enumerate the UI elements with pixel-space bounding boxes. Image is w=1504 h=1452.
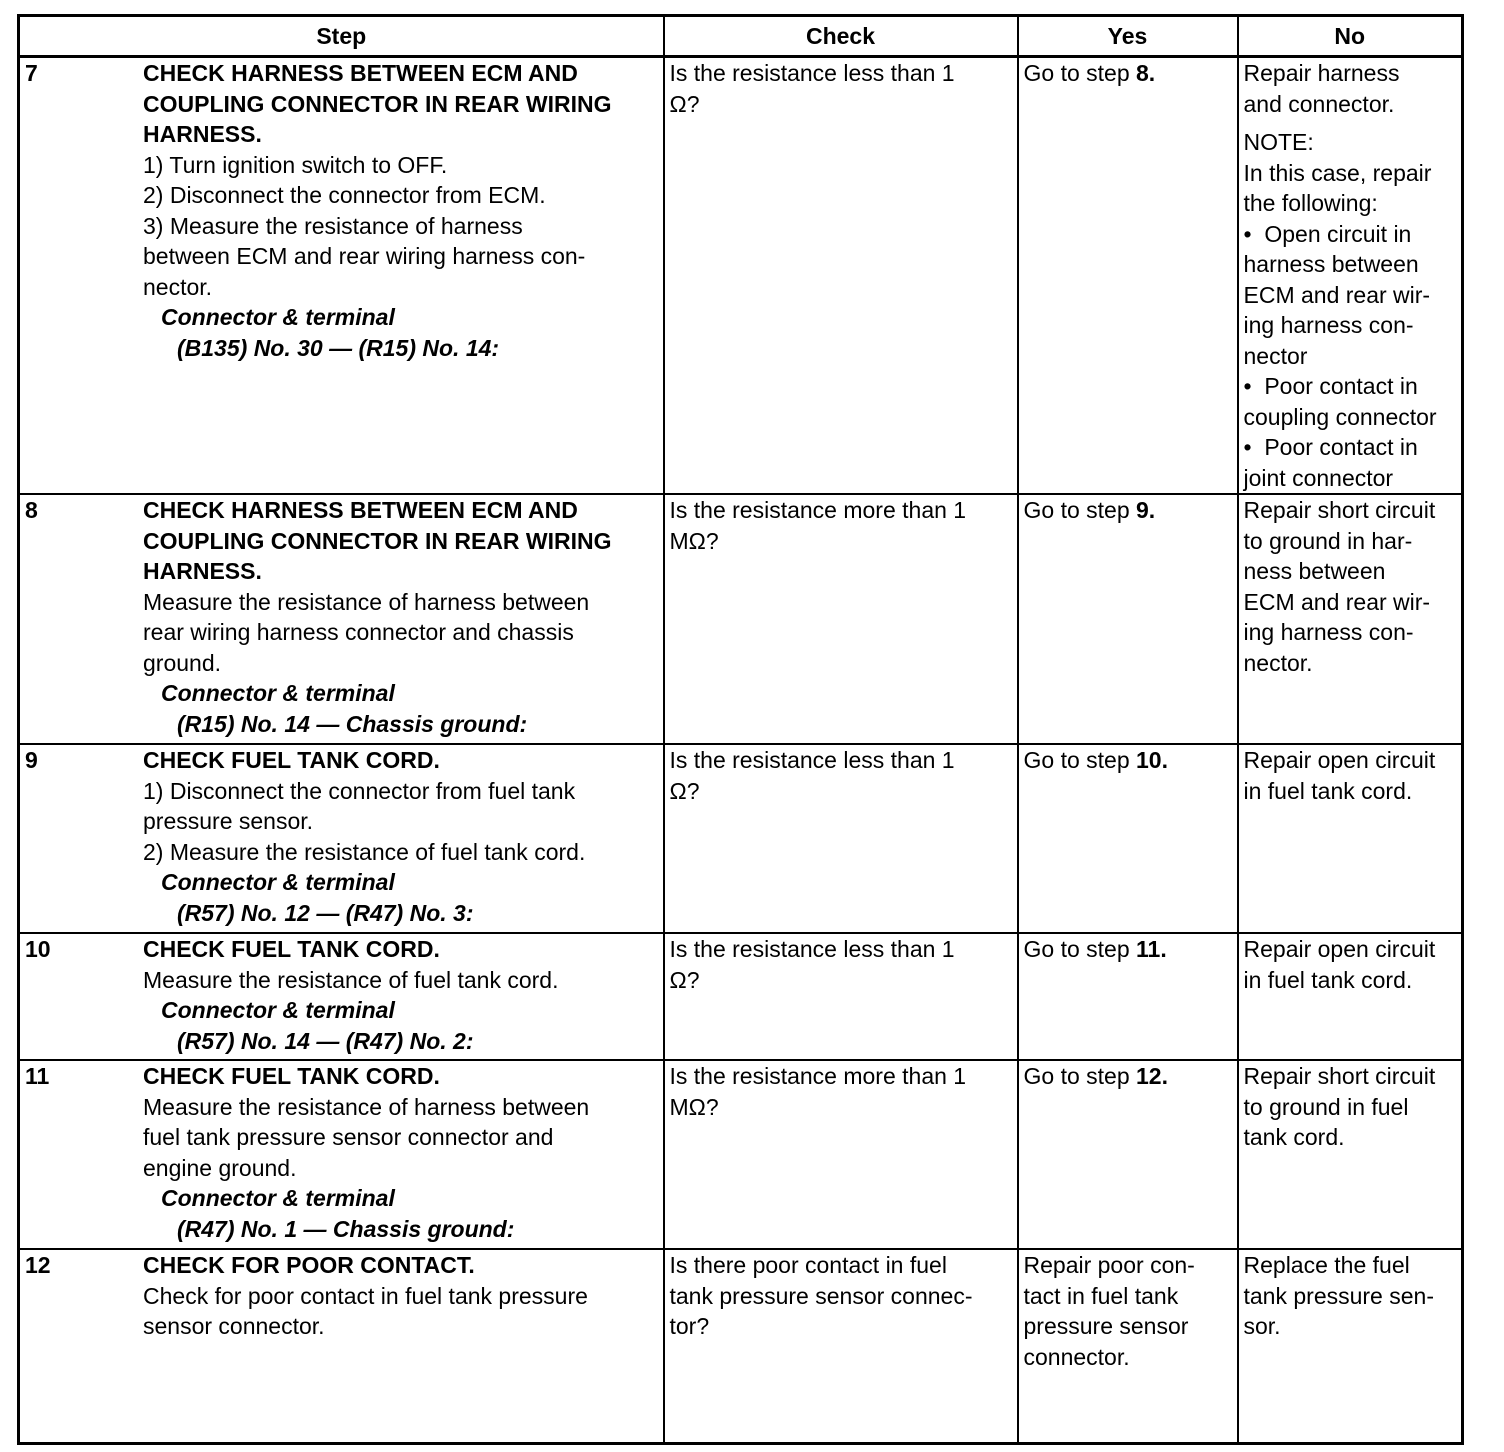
step-number: 9 xyxy=(25,747,38,773)
step-body xyxy=(143,745,659,928)
step-title: CHECK HARNESS BETWEEN ECM AND xyxy=(143,60,578,86)
table-row xyxy=(19,494,1463,744)
yes-action xyxy=(1024,745,1233,776)
bullet-text: • Poor contact in xyxy=(1244,432,1458,463)
step-title: CHECK FUEL TANK CORD. xyxy=(143,747,440,773)
connector-terminal-label: Connector & terminal xyxy=(161,680,395,706)
yes-cell xyxy=(1018,494,1238,744)
no-cell xyxy=(1238,1060,1463,1249)
check-cell xyxy=(664,744,1018,933)
yes-prefix: Go to step xyxy=(1023,936,1137,962)
step-instruction: Measure the resistance of harness between xyxy=(143,1093,590,1120)
no-text: sor. xyxy=(1243,1313,1281,1339)
connector-terminal-value: (B135) No. 30 — (R15) No. 14: xyxy=(177,334,500,361)
table-row xyxy=(19,57,1463,495)
step-title: CHECK FUEL TANK CORD. xyxy=(143,936,440,962)
step-title: CHECK FUEL TANK CORD. xyxy=(143,1063,440,1089)
no-text: ing harness con- xyxy=(1243,619,1414,645)
note-label: NOTE: xyxy=(1243,129,1314,155)
check-cell xyxy=(664,933,1018,1060)
yes-cell xyxy=(1018,57,1238,495)
table-body xyxy=(19,57,1463,1444)
yes-text: pressure sensor xyxy=(1023,1313,1189,1339)
yes-cell xyxy=(1018,933,1238,1060)
yes-step-ref: 9. xyxy=(1136,497,1156,523)
yes-cell xyxy=(1018,744,1238,933)
check-text: MΩ? xyxy=(669,527,719,554)
step-instruction: between ECM and rear wiring harness con- xyxy=(143,243,586,269)
connector-terminal-value: (R57) No. 14 — (R47) No. 2: xyxy=(177,1027,474,1054)
yes-prefix: Go to step xyxy=(1023,60,1137,86)
step-cell xyxy=(19,933,664,1060)
check-cell xyxy=(664,1249,1018,1443)
check-text: Is the resistance less than 1 xyxy=(669,60,955,86)
step-cell xyxy=(19,744,664,933)
step-body xyxy=(143,58,659,363)
step-instruction: 2) Measure the resistance of fuel tank cord. xyxy=(143,838,586,865)
step-instruction: nector. xyxy=(143,273,213,300)
diagnostic-table xyxy=(17,14,1464,1445)
step-instruction: sensor connector. xyxy=(143,1313,325,1339)
bullet-text: ing harness con- xyxy=(1243,312,1414,338)
no-text: tank pressure sen- xyxy=(1243,1282,1434,1309)
no-cell xyxy=(1238,57,1463,495)
step-title: HARNESS. xyxy=(143,121,262,147)
connector-terminal-value: (R47) No. 1 — Chassis ground: xyxy=(177,1215,515,1242)
table-row xyxy=(19,744,1463,933)
step-number: 7 xyxy=(25,60,38,86)
yes-action xyxy=(1024,934,1233,965)
bullet-text: harness between xyxy=(1243,251,1419,277)
yes-prefix: Go to step xyxy=(1023,1063,1137,1089)
check-cell xyxy=(664,57,1018,495)
step-instruction: engine ground. xyxy=(143,1154,297,1181)
header-step: Step xyxy=(19,16,664,57)
header-check: Check xyxy=(664,16,1018,57)
step-instruction: 3) Measure the resistance of harness xyxy=(143,212,523,239)
step-cell xyxy=(19,57,664,495)
table-row xyxy=(19,1060,1463,1249)
yes-action xyxy=(1024,495,1233,526)
step-title: COUPLING CONNECTOR IN REAR WIRING xyxy=(143,90,612,117)
connector-terminal-label: Connector & terminal xyxy=(161,997,395,1023)
check-text: Is the resistance more than 1 xyxy=(669,1063,967,1089)
step-title: CHECK FOR POOR CONTACT. xyxy=(143,1252,475,1278)
yes-text: connector. xyxy=(1023,1343,1130,1370)
connector-terminal-label: Connector & terminal xyxy=(161,869,395,895)
check-text: Ω? xyxy=(669,966,700,993)
step-instruction: Check for poor contact in fuel tank pressure xyxy=(143,1282,588,1309)
no-text: Repair open circuit xyxy=(1243,936,1436,962)
yes-step-ref: 12. xyxy=(1136,1063,1168,1089)
table-row xyxy=(19,1249,1463,1443)
no-text: Repair open circuit xyxy=(1243,747,1436,773)
yes-text: tact in fuel tank xyxy=(1023,1282,1179,1309)
no-text: tank cord. xyxy=(1243,1124,1345,1150)
bullet-text: ECM and rear wir- xyxy=(1243,281,1431,308)
bullet-text: coupling connector xyxy=(1243,403,1437,430)
bullet-text: nector xyxy=(1243,342,1308,369)
step-body xyxy=(143,495,659,739)
step-body xyxy=(143,1250,659,1342)
no-cell xyxy=(1238,744,1463,933)
no-text: and connector. xyxy=(1243,90,1395,117)
step-number: 10 xyxy=(25,936,51,962)
step-instruction: 2) Disconnect the connector from ECM. xyxy=(143,182,546,208)
no-cell xyxy=(1238,933,1463,1060)
yes-action xyxy=(1024,1061,1233,1092)
no-cell xyxy=(1238,1249,1463,1443)
check-text: tank pressure sensor connec- xyxy=(669,1282,973,1309)
step-number: 12 xyxy=(25,1252,51,1278)
no-text: to ground in har- xyxy=(1243,527,1413,554)
no-text: Replace the fuel xyxy=(1243,1252,1410,1278)
step-number: 11 xyxy=(25,1063,50,1089)
yes-step-ref: 8. xyxy=(1136,60,1156,86)
no-cell xyxy=(1238,494,1463,744)
yes-prefix: Go to step xyxy=(1023,747,1137,773)
yes-step-ref: 11. xyxy=(1136,936,1167,962)
check-text: Is the resistance more than 1 xyxy=(669,497,967,523)
check-text: Is the resistance less than 1 xyxy=(669,747,955,773)
yes-text: Repair poor con- xyxy=(1023,1252,1195,1278)
no-text: in fuel tank cord. xyxy=(1243,966,1413,993)
no-text: ECM and rear wir- xyxy=(1243,588,1431,615)
note-text: In this case, repair xyxy=(1243,159,1432,186)
check-cell xyxy=(664,494,1018,744)
header-yes: Yes xyxy=(1018,16,1238,57)
connector-terminal-label: Connector & terminal xyxy=(161,304,395,330)
step-body xyxy=(143,934,659,1056)
step-instruction: 1) Turn ignition switch to OFF. xyxy=(143,151,448,178)
step-instruction: fuel tank pressure sensor connector and xyxy=(143,1124,554,1150)
check-text: Is the resistance less than 1 xyxy=(669,936,955,962)
no-text: to ground in fuel xyxy=(1243,1093,1409,1120)
step-instruction: 1) Disconnect the connector from fuel tank xyxy=(143,777,576,804)
connector-terminal-value: (R57) No. 12 — (R47) No. 3: xyxy=(177,899,474,926)
no-text: in fuel tank cord. xyxy=(1243,777,1413,804)
header-no: No xyxy=(1238,16,1463,57)
step-title: HARNESS. xyxy=(143,558,262,584)
no-text: ness between xyxy=(1243,558,1386,584)
check-text: Ω? xyxy=(669,777,700,804)
connector-terminal-label: Connector & terminal xyxy=(161,1185,395,1211)
check-text: Is there poor contact in fuel xyxy=(669,1252,947,1278)
step-instruction: ground. xyxy=(143,649,222,676)
yes-cell xyxy=(1018,1060,1238,1249)
check-text: tor? xyxy=(669,1313,710,1339)
check-cell xyxy=(664,1060,1018,1249)
header-row xyxy=(19,16,1463,57)
yes-prefix: Go to step xyxy=(1023,497,1137,523)
bullet-text: • Poor contact in xyxy=(1244,371,1458,402)
no-text: nector. xyxy=(1243,649,1313,676)
bullet-text: joint connector xyxy=(1243,464,1394,491)
yes-step-ref: 10. xyxy=(1136,747,1168,773)
step-title: CHECK HARNESS BETWEEN ECM AND xyxy=(143,497,578,523)
step-cell xyxy=(19,1060,664,1249)
check-text: Ω? xyxy=(669,90,700,117)
bullet-text: • Open circuit in xyxy=(1244,219,1458,250)
step-number: 8 xyxy=(25,497,38,523)
no-text: Repair harness xyxy=(1243,60,1400,86)
check-text: MΩ? xyxy=(669,1093,719,1120)
step-cell xyxy=(19,494,664,744)
step-instruction: Measure the resistance of fuel tank cord. xyxy=(143,966,559,993)
no-text: Repair short circuit xyxy=(1243,1063,1436,1089)
note-text: the following: xyxy=(1243,190,1378,216)
step-cell xyxy=(19,1249,664,1443)
yes-action xyxy=(1024,58,1233,89)
connector-terminal-value: (R15) No. 14 — Chassis ground: xyxy=(177,710,528,737)
step-instruction: pressure sensor. xyxy=(143,808,314,834)
step-instruction: rear wiring harness connector and chassis xyxy=(143,619,574,645)
step-body xyxy=(143,1061,659,1244)
table-row xyxy=(19,933,1463,1060)
no-text: Repair short circuit xyxy=(1243,497,1436,523)
step-title: COUPLING CONNECTOR IN REAR WIRING xyxy=(143,527,612,554)
yes-cell xyxy=(1018,1249,1238,1443)
step-instruction: Measure the resistance of harness between xyxy=(143,588,590,615)
